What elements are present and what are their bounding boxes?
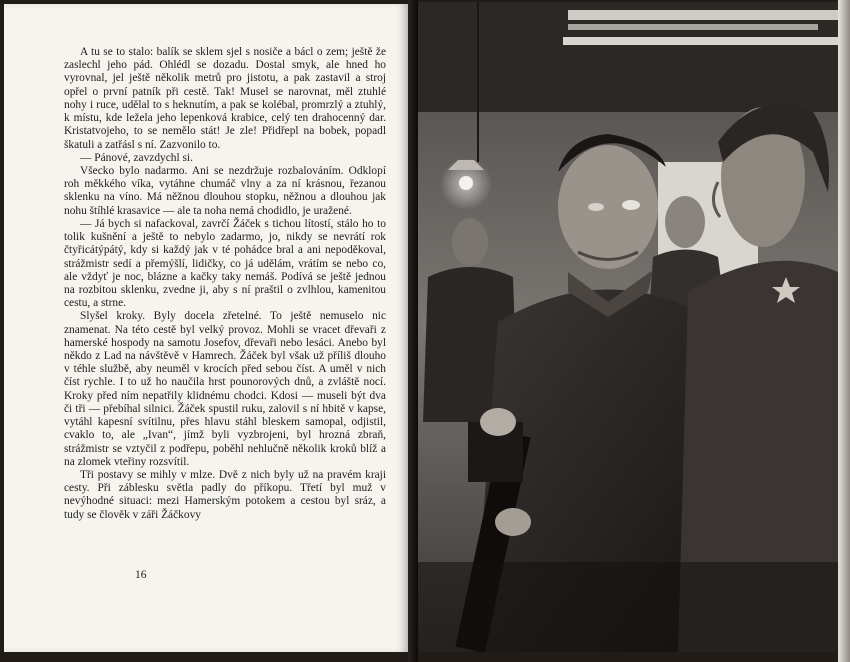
- film-still-photo: [418, 2, 838, 652]
- paragraph: Všecko bylo nadarmo. Ani se nezdržuje rozbalováním. Odklopí roh měkkého víka, vytáhne chumáč vlny a za ní krásnou, řezanou sklenku na víno. Má něžnou dlouhou stopku, něžnou a dlouhou jak nohu štíhlé krasavice — ale ta noha nemá chodidlo, je uražené.: [64, 164, 386, 217]
- left-page: [4, 4, 408, 652]
- paragraph: — Já bych si nafackoval, zavrčí Žáček s tichou lítostí, stálo ho to tolik kušnění a ještě to nebylo zadarmo, jo, nikdy se nevrátí rok čtyřicátýpátý, kdy si každý jak v té pohádce bral a ani nepoděkoval, strážmistr sedí a přemýšlí, lidičky, co já udělám, vrátím se nebo co, ale vždyť je noc, blázne a kačky taky nemáš. Podívá se ještě jednou na rozbitou sklenku, zvedne ji, aby s ní praštil o zvlhlou, kamenitou cestu, a strne.: [64, 217, 386, 310]
- paragraph: Slyšel kroky. Byly docela zřetelné. To ještě nemuselo nic znamenat. Na této cestě byl velký provoz. Mohli se vracet dřevaři z hamerské hospody na samotu Josefov, dřevaři nebo lesáci. Anebo byl někdo z Lad na návštěvě v Hamrech. Žáček byl však už příliš dlouho v téhle službě, aby neuměl v krocích před sebou číst. A uměl v nich číst rychle. I to už ho naučila hrst pounorových dnů, a zvláště nocí. Kroky před ním nepatřily klidnému chodci. Kdosi — museli být dva či tři — přebíhal silnici. Žáček spustil ruku, zalovil s ní hbitě v kapse, vytáhl kapesní svítilnu, přes hlavu stáhl bleskem samopal, odjistil, cvaklo to, ale „Ivan“, jímž byli vyzbrojeni, byl hrozná zbraň, strážmistr se vztyčil z podřepu, poběhl nehlučně několik kroků blíž a na zlomek vteřiny rozsvítil.: [64, 310, 386, 468]
- book-gutter: [408, 0, 418, 662]
- film-still-illustration: [418, 2, 838, 652]
- page-number: 16: [135, 569, 147, 581]
- paragraph: — Pánové, zavzdychl si.: [80, 151, 193, 164]
- paragraph: A tu se to stalo: balík se sklem sjel s nosiče a bácl o zem; ještě že zaslechl jeho pád. Ohlédl se dozadu. Dostal smyk, ale hned ho vyrovnal, jel ještě několik metrů pro jistotu, a pak zastavil a stroj opřel o první patník při cestě. Tak! Musel se narovnat, měl ztuhlé nohy i ruce, udělal to s heknutím, a pak se kolébal, promrzlý a ztuhlý, k místu, kde ležela jeho lepenková krabice, celý ten drahocenný dar. Kristatvojeho, to se nemělo stát! Je zle! Přidřepl na bobek, popadl škatuli a zatřásl s ní. Zazvonilo to.: [64, 46, 386, 151]
- page-edge: [838, 0, 850, 662]
- paragraph: Tři postavy se mihly v mlze. Dvě z nich byly už na pravém kraji cesty. Při záblesku světla padly do příkopu. Třetí byl muž v nevýhodné situaci: mezi Hamerským potokem a cestou byl sráz, a tudy se člověk v záři Žáčkovy: [64, 469, 386, 521]
- page-body-text: [64, 46, 386, 522]
